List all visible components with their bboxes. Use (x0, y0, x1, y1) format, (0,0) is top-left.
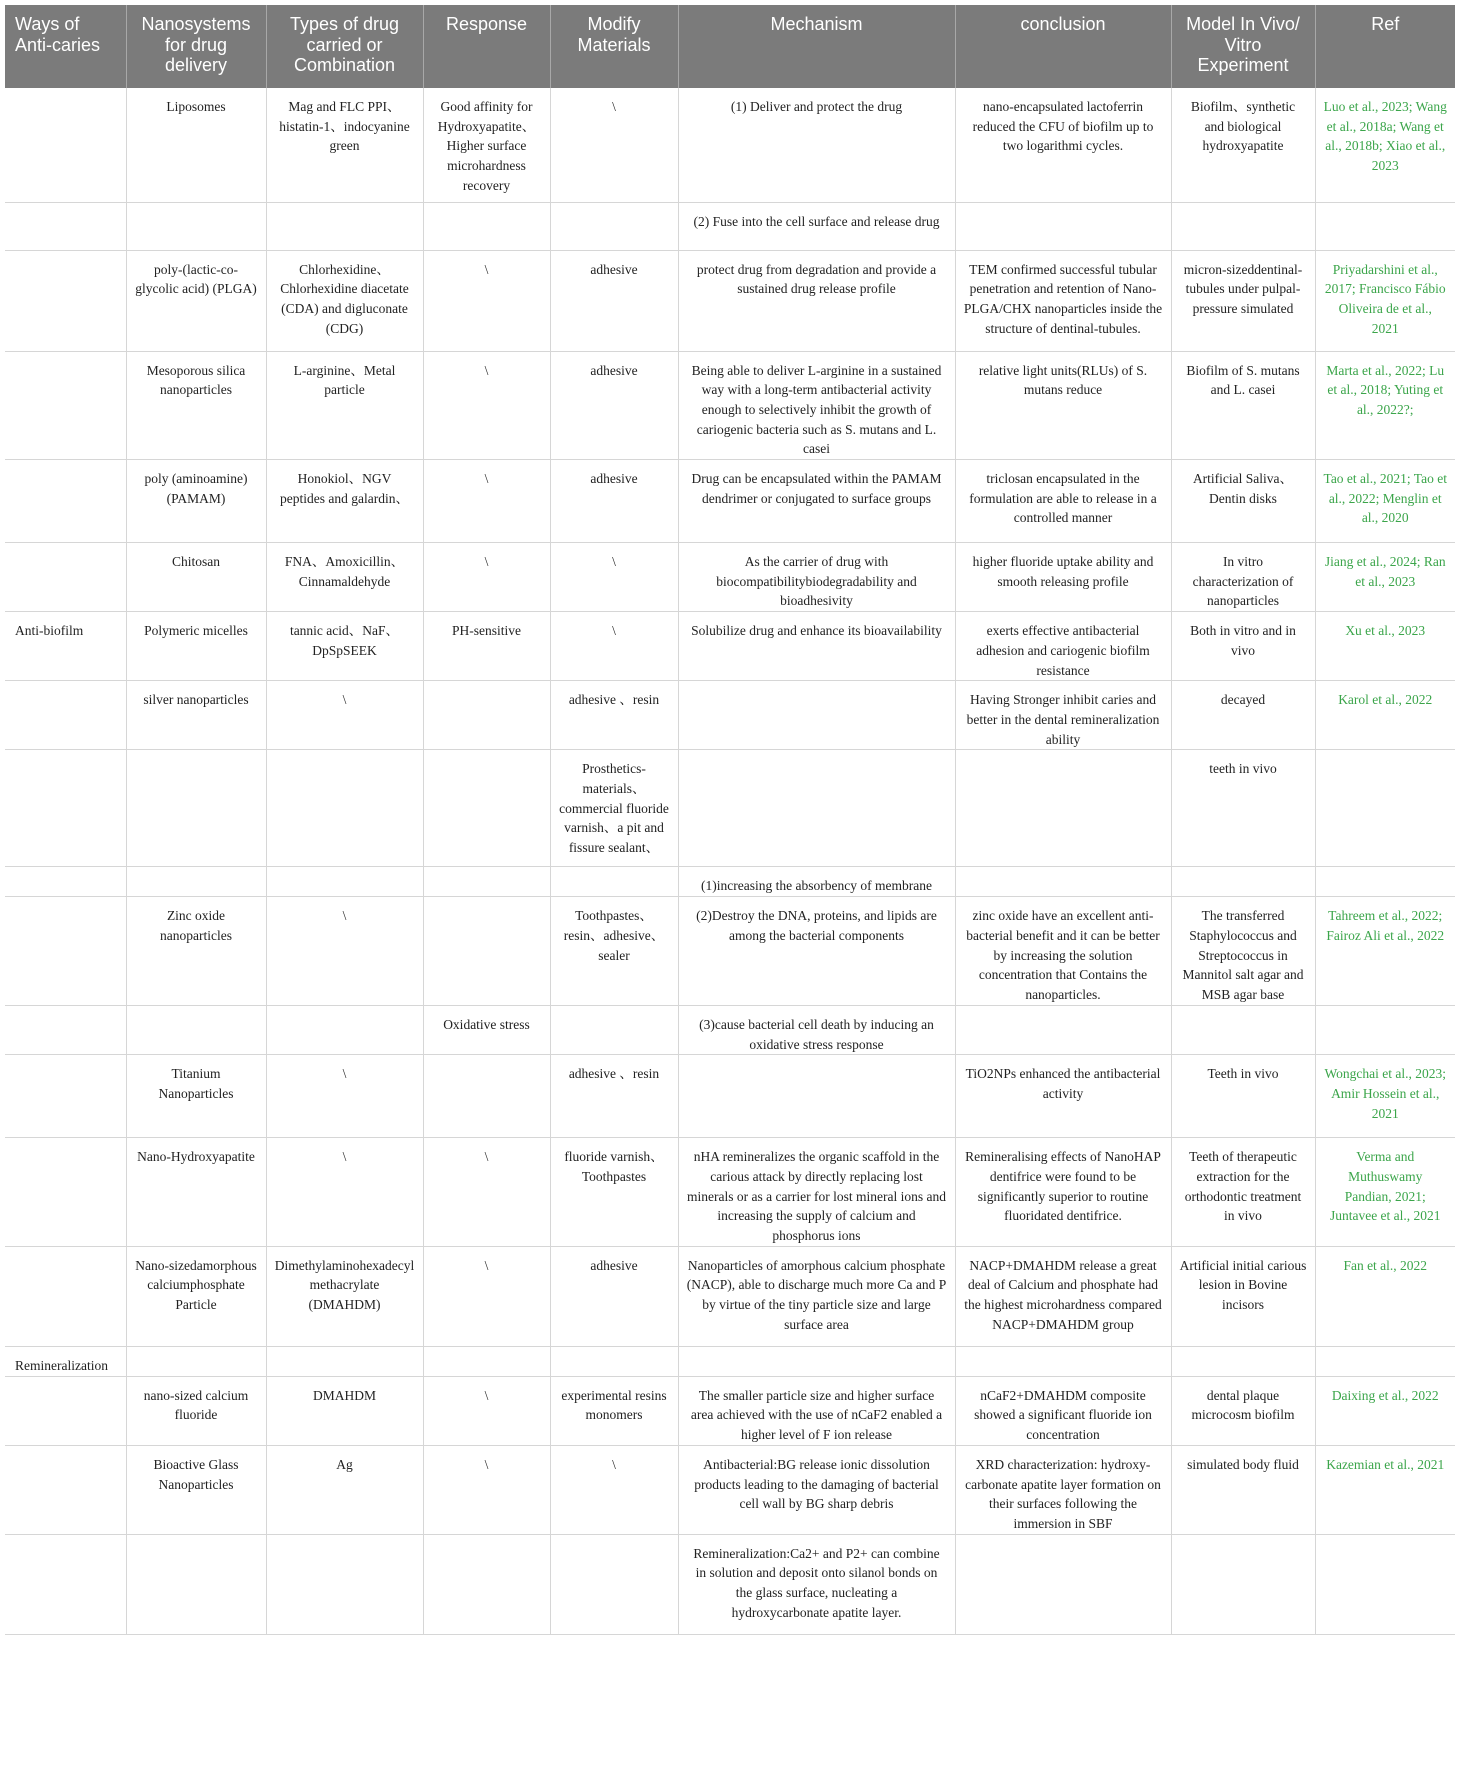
cell-nanosystem (126, 202, 266, 250)
cell-response (423, 1055, 550, 1138)
cell-modify: \ (550, 88, 678, 202)
cell-ways (5, 897, 126, 1006)
cell-response: \ (423, 351, 550, 460)
cell-mechanism: nHA remineralizes the organic scaffold in the carious attack by directly replacing lost minerals or as a carrier for lost mineral ions and increasing the supply of calcium and phosphorus ions (678, 1138, 955, 1247)
cell-ways (5, 460, 126, 543)
header-modify-materials: Modify Materials (550, 5, 678, 88)
cell-mechanism: The smaller particle size and higher surface area achieved with the use of nCaF2 enabled a higher level of F ion release (678, 1376, 955, 1445)
cell-ref[interactable]: Kazemian et al., 2021 (1315, 1445, 1455, 1534)
header-response: Response (423, 5, 550, 88)
table-row (5, 1246, 1455, 1346)
cell-model: Artificial Saliva、Dentin disks (1171, 460, 1315, 543)
cell-ways (5, 1534, 126, 1634)
cell-response: Oxidative stress (423, 1005, 550, 1054)
cell-ref (1315, 1534, 1455, 1634)
cell-model: Both in vitro and in vivo (1171, 612, 1315, 681)
cell-mechanism: (3)cause bacterial cell death by inducing an oxidative stress response (678, 1005, 955, 1054)
cell-mechanism: (1)increasing the absorbency of membrane (678, 867, 955, 897)
cell-drug (266, 750, 423, 867)
cell-nanosystem (126, 1346, 266, 1376)
cell-modify: adhesive (550, 250, 678, 351)
cell-ref[interactable]: Verma and Muthuswamy Pandian, 2021; Juntavee et al., 2021 (1315, 1138, 1455, 1247)
cell-mechanism: (2) Fuse into the cell surface and release drug (678, 202, 955, 250)
cell-modify (550, 1005, 678, 1054)
cell-conclusion: XRD characterization: hydroxy-carbonate apatite layer formation on their surfaces following the immersion in SBF (955, 1445, 1171, 1534)
table-container (5, 5, 1455, 1635)
table-row (5, 612, 1455, 681)
cell-response: \ (423, 1376, 550, 1445)
cell-nanosystem (126, 750, 266, 867)
cell-ways (5, 867, 126, 897)
cell-ref[interactable]: Daixing et al., 2022 (1315, 1376, 1455, 1445)
cell-conclusion (955, 1534, 1171, 1634)
header-model: Model In Vivo/ Vitro Experiment (1171, 5, 1315, 88)
cell-mechanism: Remineralization:Ca2+ and P2+ can combine in solution and deposit onto silanol bonds on the glass surface, nucleating a hydroxycarbonate apatite layer. (678, 1534, 955, 1634)
cell-model: Biofilm、synthetic and biological hydroxyapatite (1171, 88, 1315, 202)
cell-ref (1315, 202, 1455, 250)
cell-model: The transferred Staphylococcus and Streptococcus in Mannitol salt agar and MSB agar base (1171, 897, 1315, 1006)
table-row (5, 1346, 1455, 1376)
cell-model (1171, 1005, 1315, 1054)
table-row (5, 543, 1455, 612)
cell-modify: fluoride varnish、Toothpastes (550, 1138, 678, 1247)
cell-model (1171, 202, 1315, 250)
cell-nanosystem: Bioactive Glass Nanoparticles (126, 1445, 266, 1534)
cell-modify: adhesive 、resin (550, 1055, 678, 1138)
cell-mechanism: Being able to deliver L-arginine in a sustained way with a long-term antibacterial activity enough to selectively inhibit the growth of cariogenic bacteria such as S. mutans and L. casei (678, 351, 955, 460)
cell-modify (550, 867, 678, 897)
table-row (5, 1534, 1455, 1634)
header-drug-types: Types of drug carried or Combination (266, 5, 423, 88)
cell-mechanism: Nanoparticles of amorphous calcium phosphate (NACP), able to discharge much more Ca and P by virtue of the tiny particle size and large surface area (678, 1246, 955, 1346)
cell-model: teeth in vivo (1171, 750, 1315, 867)
nanosystems-table (5, 5, 1455, 1635)
cell-model: Biofilm of S. mutans and L. casei (1171, 351, 1315, 460)
cell-response: \ (423, 1138, 550, 1247)
cell-nanosystem (126, 1534, 266, 1634)
table-row (5, 460, 1455, 543)
cell-ref[interactable]: Xu et al., 2023 (1315, 612, 1455, 681)
table-row (5, 897, 1455, 1006)
cell-conclusion: Remineralising effects of NanoHAP dentifrice were found to be significantly superior to routine fluoridated dentifrice. (955, 1138, 1171, 1247)
cell-conclusion: NACP+DMAHDM release a great deal of Calcium and phosphate had the highest microhardness compared NACP+DMAHDM group (955, 1246, 1171, 1346)
table-row (5, 1445, 1455, 1534)
cell-mechanism (678, 681, 955, 750)
table-row (5, 1055, 1455, 1138)
cell-ways (5, 1376, 126, 1445)
cell-modify: Prosthetics-materials、commercial fluoride varnish、a pit and fissure sealant、 (550, 750, 678, 867)
cell-model (1171, 1534, 1315, 1634)
cell-response (423, 1346, 550, 1376)
cell-ref[interactable]: Marta et al., 2022; Lu et al., 2018; Yuting et al., 2022?; (1315, 351, 1455, 460)
cell-response: \ (423, 1246, 550, 1346)
cell-drug: \ (266, 1055, 423, 1138)
cell-conclusion (955, 1005, 1171, 1054)
table-row (5, 250, 1455, 351)
cell-drug: FNA、Amoxicillin、Cinnamaldehyde (266, 543, 423, 612)
table-row (5, 681, 1455, 750)
cell-ref[interactable]: Luo et al., 2023; Wang et al., 2018a; Wang et al., 2018b; Xiao et al., 2023 (1315, 88, 1455, 202)
cell-response: PH-sensitive (423, 612, 550, 681)
cell-drug: \ (266, 1138, 423, 1247)
cell-response (423, 867, 550, 897)
cell-drug: Honokiol、NGV peptides and galardin、 (266, 460, 423, 543)
cell-modify: Toothpastes、resin、adhesive、sealer (550, 897, 678, 1006)
cell-drug: Dimethylaminohexadecyl methacrylate (DMAHDM) (266, 1246, 423, 1346)
cell-response: \ (423, 543, 550, 612)
cell-ways (5, 750, 126, 867)
cell-ways (5, 202, 126, 250)
cell-mechanism: Drug can be encapsulated within the PAMAM dendrimer or conjugated to surface groups (678, 460, 955, 543)
cell-mechanism (678, 750, 955, 867)
cell-ref[interactable]: Fan et al., 2022 (1315, 1246, 1455, 1346)
cell-nanosystem: Polymeric micelles (126, 612, 266, 681)
cell-mechanism: Antibacterial:BG release ionic dissolution products leading to the damaging of bacterial cell wall by BG sharp debris (678, 1445, 955, 1534)
cell-conclusion: higher fluoride uptake ability and smooth releasing profile (955, 543, 1171, 612)
table-row (5, 202, 1455, 250)
cell-ways: Remineralization (5, 1346, 126, 1376)
cell-drug: Mag and FLC PPI、histatin-1、indocyanine green (266, 88, 423, 202)
cell-drug (266, 1005, 423, 1054)
cell-nanosystem: nano-sized calcium fluoride (126, 1376, 266, 1445)
table-body (5, 88, 1455, 1634)
table-row (5, 1376, 1455, 1445)
cell-conclusion (955, 750, 1171, 867)
cell-drug (266, 1534, 423, 1634)
cell-ref[interactable]: Tao et al., 2021; Tao et al., 2022; Menglin et al., 2020 (1315, 460, 1455, 543)
cell-ref (1315, 1005, 1455, 1054)
cell-mechanism: (2)Destroy the DNA, proteins, and lipids are among the bacterial components (678, 897, 955, 1006)
cell-model: dental plaque microcosm biofilm (1171, 1376, 1315, 1445)
cell-conclusion: nano-encapsulated lactoferrin reduced the CFU of biofilm up to two logarithmi cycles. (955, 88, 1171, 202)
cell-nanosystem: Nano-Hydroxyapatite (126, 1138, 266, 1247)
cell-conclusion (955, 1346, 1171, 1376)
cell-ref[interactable]: Wongchai et al., 2023; Amir Hossein et al., 2021 (1315, 1055, 1455, 1138)
cell-drug: tannic acid、NaF、DpSpSEEK (266, 612, 423, 681)
cell-response (423, 681, 550, 750)
cell-mechanism: Solubilize drug and enhance its bioavailability (678, 612, 955, 681)
cell-drug: \ (266, 897, 423, 1006)
cell-drug: Ag (266, 1445, 423, 1534)
cell-model (1171, 867, 1315, 897)
table-row (5, 1138, 1455, 1247)
cell-mechanism: As the carrier of drug with biocompatibilitybiodegradability and bioadhesivity (678, 543, 955, 612)
table-row (5, 867, 1455, 897)
table-row (5, 88, 1455, 202)
cell-mechanism (678, 1055, 955, 1138)
cell-nanosystem (126, 867, 266, 897)
cell-ways (5, 351, 126, 460)
cell-ways (5, 250, 126, 351)
cell-nanosystem: poly (aminoamine) (PAMAM) (126, 460, 266, 543)
cell-ways (5, 543, 126, 612)
cell-ways (5, 88, 126, 202)
cell-drug (266, 867, 423, 897)
cell-mechanism: (1) Deliver and protect the drug (678, 88, 955, 202)
cell-response: \ (423, 460, 550, 543)
cell-ways (5, 1445, 126, 1534)
cell-response: \ (423, 1445, 550, 1534)
cell-response (423, 897, 550, 1006)
cell-model: Teeth in vivo (1171, 1055, 1315, 1138)
cell-drug: \ (266, 681, 423, 750)
cell-modify: \ (550, 543, 678, 612)
header-conclusion: conclusion (955, 5, 1171, 88)
cell-drug (266, 1346, 423, 1376)
cell-response: Good affinity for Hydroxyapatite、Higher surface microhardness recovery (423, 88, 550, 202)
cell-nanosystem (126, 1005, 266, 1054)
cell-modify: adhesive (550, 460, 678, 543)
cell-model: Teeth of therapeutic extraction for the orthodontic treatment in vivo (1171, 1138, 1315, 1247)
cell-nanosystem: Chitosan (126, 543, 266, 612)
cell-response (423, 750, 550, 867)
cell-drug: DMAHDM (266, 1376, 423, 1445)
cell-ways (5, 1005, 126, 1054)
cell-ways (5, 1055, 126, 1138)
cell-conclusion: TEM confirmed successful tubular penetration and retention of Nano-PLGA/CHX nanoparticles inside the structure of dentinal-tubules. (955, 250, 1171, 351)
header-row (5, 5, 1455, 88)
cell-modify (550, 1346, 678, 1376)
cell-ref[interactable]: Karol et al., 2022 (1315, 681, 1455, 750)
table-row (5, 750, 1455, 867)
cell-modify: experimental resins monomers (550, 1376, 678, 1445)
cell-conclusion (955, 202, 1171, 250)
cell-nanosystem: Zinc oxide nanoparticles (126, 897, 266, 1006)
cell-mechanism (678, 1346, 955, 1376)
table-row (5, 1005, 1455, 1054)
cell-drug: L-arginine、Metal particle (266, 351, 423, 460)
cell-ref (1315, 1346, 1455, 1376)
table-row (5, 351, 1455, 460)
cell-ways (5, 1138, 126, 1247)
cell-modify: adhesive (550, 351, 678, 460)
cell-conclusion: triclosan encapsulated in the formulation are able to release in a controlled manner (955, 460, 1171, 543)
cell-nanosystem: Nano-sizedamorphous calciumphosphate Particle (126, 1246, 266, 1346)
cell-nanosystem: Titanium Nanoparticles (126, 1055, 266, 1138)
cell-response (423, 1534, 550, 1634)
cell-model: In vitro characterization of nanoparticles (1171, 543, 1315, 612)
cell-ways (5, 681, 126, 750)
cell-ref[interactable]: Priyadarshini et al., 2017; Francisco Fábio Oliveira de et al., 2021 (1315, 250, 1455, 351)
cell-model: simulated body fluid (1171, 1445, 1315, 1534)
header-ref: Ref (1315, 5, 1455, 88)
cell-modify: \ (550, 1445, 678, 1534)
cell-conclusion: exerts effective antibacterial adhesion and cariogenic biofilm resistance (955, 612, 1171, 681)
cell-conclusion: relative light units(RLUs) of S. mutans reduce (955, 351, 1171, 460)
cell-drug: Chlorhexidine、Chlorhexidine diacetate (CDA) and digluconate (CDG) (266, 250, 423, 351)
cell-drug (266, 202, 423, 250)
cell-nanosystem: silver nanoparticles (126, 681, 266, 750)
cell-modify (550, 202, 678, 250)
cell-model: micron-sizeddentinal-tubules under pulpal-pressure simulated (1171, 250, 1315, 351)
cell-modify (550, 1534, 678, 1634)
cell-modify: adhesive (550, 1246, 678, 1346)
cell-response: \ (423, 250, 550, 351)
cell-modify: \ (550, 612, 678, 681)
cell-ref (1315, 867, 1455, 897)
cell-mechanism: protect drug from degradation and provide a sustained drug release profile (678, 250, 955, 351)
cell-conclusion: nCaF2+DMAHDM composite showed a significant fluoride ion concentration (955, 1376, 1171, 1445)
header-mechanism: Mechanism (678, 5, 955, 88)
cell-conclusion: Having Stronger inhibit caries and better in the dental remineralization ability (955, 681, 1171, 750)
cell-response (423, 202, 550, 250)
cell-model: decayed (1171, 681, 1315, 750)
cell-ways (5, 1246, 126, 1346)
cell-conclusion: zinc oxide have an excellent anti-bacterial benefit and it can be better by increasing the solution concentration that Contains the nanoparticles. (955, 897, 1171, 1006)
cell-model: Artificial initial carious lesion in Bovine incisors (1171, 1246, 1315, 1346)
cell-conclusion: TiO2NPs enhanced the antibacterial activity (955, 1055, 1171, 1138)
cell-model (1171, 1346, 1315, 1376)
cell-modify: adhesive 、resin (550, 681, 678, 750)
cell-ref[interactable]: Jiang et al., 2024; Ran et al., 2023 (1315, 543, 1455, 612)
cell-ref (1315, 750, 1455, 867)
cell-nanosystem: Mesoporous silica nanoparticles (126, 351, 266, 460)
cell-ways: Anti-biofilm (5, 612, 126, 681)
cell-conclusion (955, 867, 1171, 897)
cell-ref[interactable]: Tahreem et al., 2022; Fairoz Ali et al., 2022 (1315, 897, 1455, 1006)
cell-nanosystem: poly-(lactic-co-glycolic acid) (PLGA) (126, 250, 266, 351)
header-ways: Ways of Anti-caries (5, 5, 126, 88)
cell-nanosystem: Liposomes (126, 88, 266, 202)
header-nanosystems: Nanosystems for drug delivery (126, 5, 266, 88)
